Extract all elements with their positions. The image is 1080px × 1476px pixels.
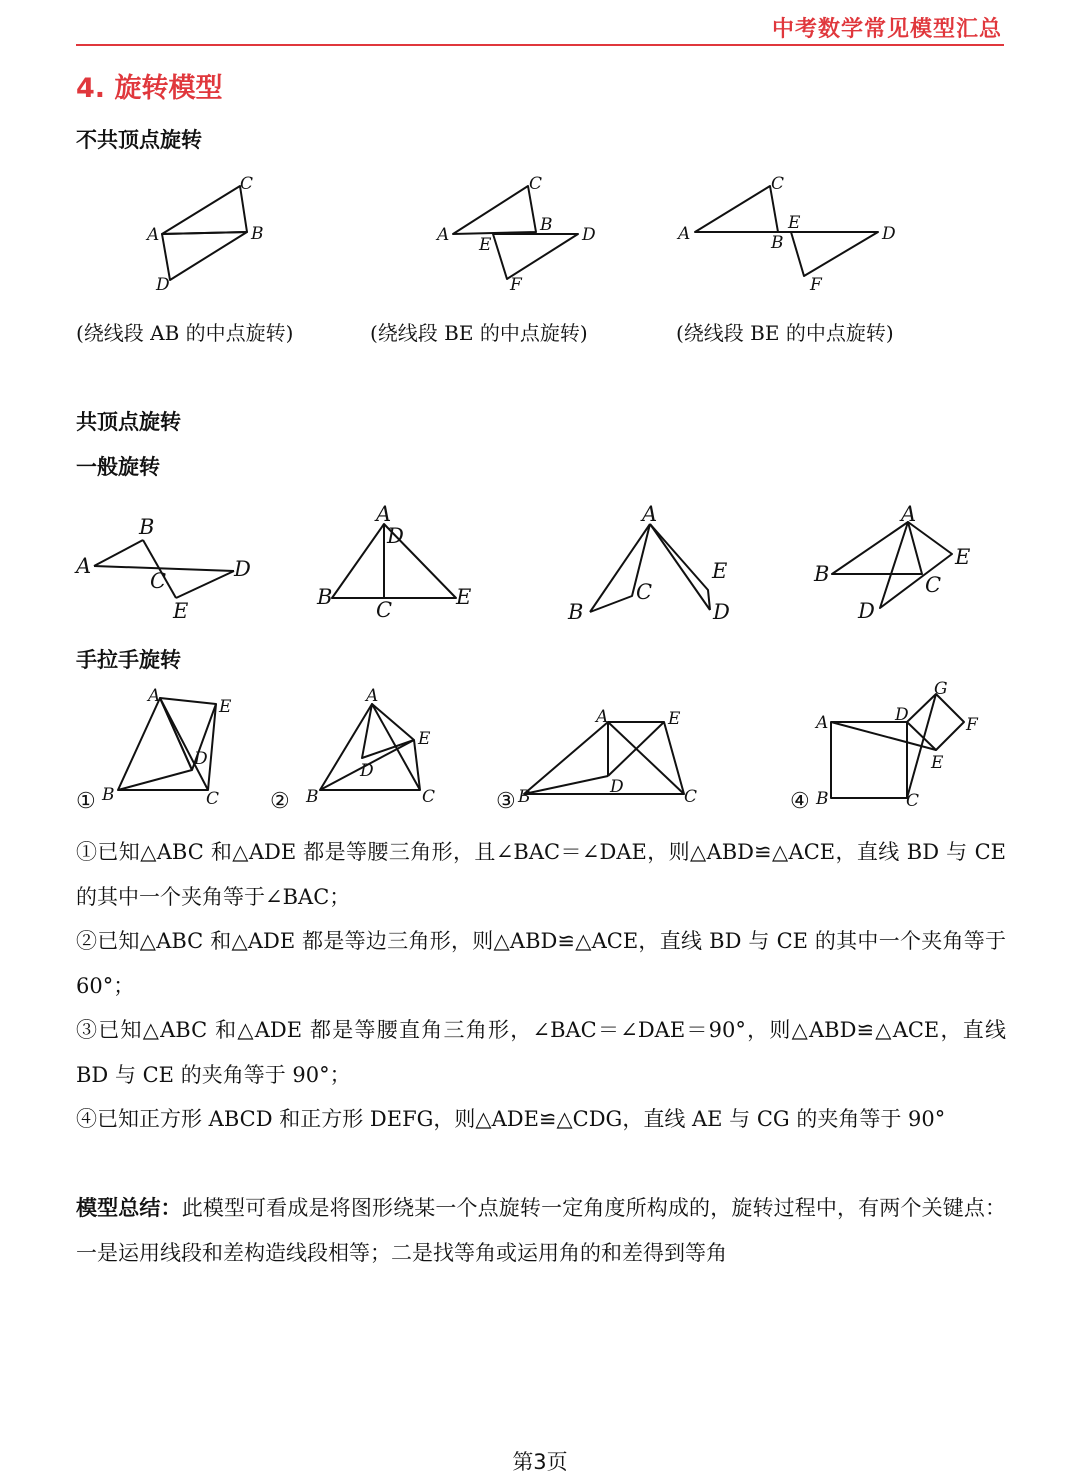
- subheading-non-common-vertex: 不共顶点旋转: [76, 128, 202, 152]
- fig-label: E: [955, 545, 971, 569]
- fig-label: A: [76, 554, 92, 578]
- subheading-general-rotation: 一般旋转: [76, 455, 160, 479]
- fig-label: E: [219, 697, 232, 717]
- figure-rotate-be-midpoint-apart: [670, 172, 910, 294]
- fig-triangle-edf: [791, 232, 878, 276]
- fig-label: A: [376, 502, 392, 526]
- fig-triangle-acb: [162, 186, 247, 234]
- fig-label: B: [317, 585, 333, 609]
- fig-label: B: [102, 785, 115, 805]
- fig-label: A: [678, 224, 691, 244]
- fig-segment-bd: [118, 770, 192, 790]
- fig-outline: [524, 722, 684, 794]
- fig-label: E: [788, 213, 801, 233]
- figure-hand-in-hand-2: [268, 684, 448, 814]
- fig-label: B: [251, 224, 264, 244]
- fig-label: A: [437, 225, 450, 245]
- section-title: 4. 旋转模型: [76, 73, 223, 104]
- fig-label: A: [596, 707, 609, 727]
- fig-label: C: [150, 569, 167, 593]
- figure-rotate-be-midpoint-overlap: [430, 172, 610, 294]
- fig-label: A: [148, 686, 161, 706]
- fig-segment-bd: [524, 776, 608, 794]
- subheading-common-vertex: 共顶点旋转: [76, 410, 181, 434]
- fig-square-defg: [907, 694, 964, 750]
- figure-number: ②: [270, 789, 290, 814]
- statements-block: [76, 830, 1006, 1142]
- fig-label: E: [418, 729, 431, 749]
- fig-triangle-acb: [695, 186, 778, 232]
- fig-label: F: [966, 715, 978, 735]
- fig-label: A: [642, 502, 658, 526]
- fig-label: A: [366, 686, 379, 706]
- figure-general-rotation-2: [310, 502, 480, 627]
- figure-number: ①: [76, 789, 96, 814]
- fig-label: D: [882, 224, 896, 244]
- fig-label: A: [147, 225, 160, 245]
- fig-label: B: [568, 600, 584, 624]
- fig-label: C: [529, 174, 543, 194]
- fig-label: C: [684, 787, 698, 807]
- figure-general-rotation-3: [560, 502, 750, 627]
- fig-label: B: [771, 233, 784, 253]
- statement-2: ②已知△ABC 和△ADE 都是等边三角形，则△ABD≌△ACE，直线 BD 与 CE 的其中一个夹角等于 60°；: [76, 929, 1006, 998]
- figure-hand-in-hand-3: [494, 700, 714, 815]
- fig-label: B: [816, 789, 829, 809]
- statement-4: ④已知正方形 ABCD 和正方形 DEFG，则△ADE≌△CDG，直线 AE 与 CG 的夹角等于 90°: [76, 1107, 946, 1131]
- fig-label: E: [456, 585, 472, 609]
- fig-label: F: [810, 275, 822, 295]
- fig-label: G: [934, 679, 948, 699]
- model-summary: [76, 1186, 1006, 1275]
- fig-label: B: [139, 515, 155, 539]
- fig-label: D: [156, 275, 170, 295]
- fig-label: E: [173, 599, 189, 623]
- fig-label: E: [712, 559, 728, 583]
- page-number: 第3页: [512, 1450, 568, 1474]
- header-title: 中考数学常见模型汇总: [771, 17, 1002, 42]
- fig-label: B: [814, 562, 830, 586]
- summary-label: 模型总结：: [76, 1196, 182, 1220]
- fig-label: D: [360, 761, 374, 781]
- fig-label: B: [306, 787, 319, 807]
- fig-label: D: [387, 524, 404, 548]
- fig-label: B: [540, 215, 553, 235]
- figure-rotate-ab-midpoint: [140, 172, 280, 294]
- fig-triangle-acb: [453, 186, 536, 234]
- statement-1: ①已知△ABC 和△ADE 都是等腰三角形，且∠BAC＝∠DAE，则△ABD≌△ACE，直线 BD 与 CE 的其中一个夹角等于∠BAC；: [76, 840, 1006, 909]
- fig-label: D: [858, 599, 875, 623]
- fig-segment: [160, 698, 192, 770]
- fig-triangle-edf: [493, 234, 578, 279]
- figure-number: ④: [790, 789, 810, 814]
- fig-label: D: [582, 225, 596, 245]
- fig-triangle: [832, 522, 922, 574]
- figure-caption: (绕线段 BE 的中点旋转): [370, 321, 588, 345]
- statement-3: ③已知△ABC 和△ADE 都是等腰直角三角形，∠BAC＝∠DAE＝90°，则△ABD≌△ACE，直线 BD 与 CE 的夹角等于 90°；: [76, 1018, 1006, 1087]
- header-divider: [76, 44, 1004, 46]
- fig-label: C: [240, 174, 254, 194]
- figure-caption: (绕线段 AB 的中点旋转): [76, 321, 294, 345]
- figure-caption: (绕线段 BE 的中点旋转): [676, 321, 894, 345]
- figure-hand-in-hand-1: [72, 684, 252, 814]
- fig-label: E: [668, 709, 681, 729]
- fig-label: C: [422, 787, 436, 807]
- fig-segment: [650, 524, 710, 610]
- fig-label: E: [479, 235, 492, 255]
- figure-number: ③: [496, 789, 516, 814]
- fig-label: D: [713, 600, 730, 624]
- fig-label: C: [636, 580, 653, 604]
- fig-triangle-abd: [162, 232, 247, 280]
- fig-label: C: [206, 789, 220, 809]
- fig-label: D: [895, 705, 909, 725]
- fig-label: A: [816, 713, 829, 733]
- figure-general-rotation-1: [70, 510, 260, 625]
- fig-segment: [176, 571, 234, 598]
- fig-label: C: [906, 791, 920, 811]
- fig-label: A: [901, 502, 917, 526]
- fig-label: D: [234, 557, 251, 581]
- fig-segment: [94, 540, 143, 566]
- figure-hand-in-hand-4: [788, 680, 988, 815]
- subheading-hand-in-hand: 手拉手旋转: [76, 648, 181, 672]
- fig-label: C: [376, 598, 393, 622]
- fig-square-abcd: [831, 722, 907, 798]
- fig-triangle-abc: [118, 698, 208, 790]
- fig-label: B: [518, 787, 531, 807]
- fig-label: F: [510, 275, 522, 295]
- fig-label: C: [925, 573, 942, 597]
- fig-label: D: [194, 749, 208, 769]
- summary-text: 此模型可看成是将图形绕某一个点旋转一定角度所构成的，旋转过程中，有两个关键点：一是运用线段和差构造线段相等；二是找等角或运用角的和差得到等角: [76, 1196, 1007, 1265]
- fig-label: C: [771, 174, 785, 194]
- figure-general-rotation-4: [808, 502, 988, 627]
- fig-label: D: [610, 777, 624, 797]
- fig-label: E: [931, 753, 944, 773]
